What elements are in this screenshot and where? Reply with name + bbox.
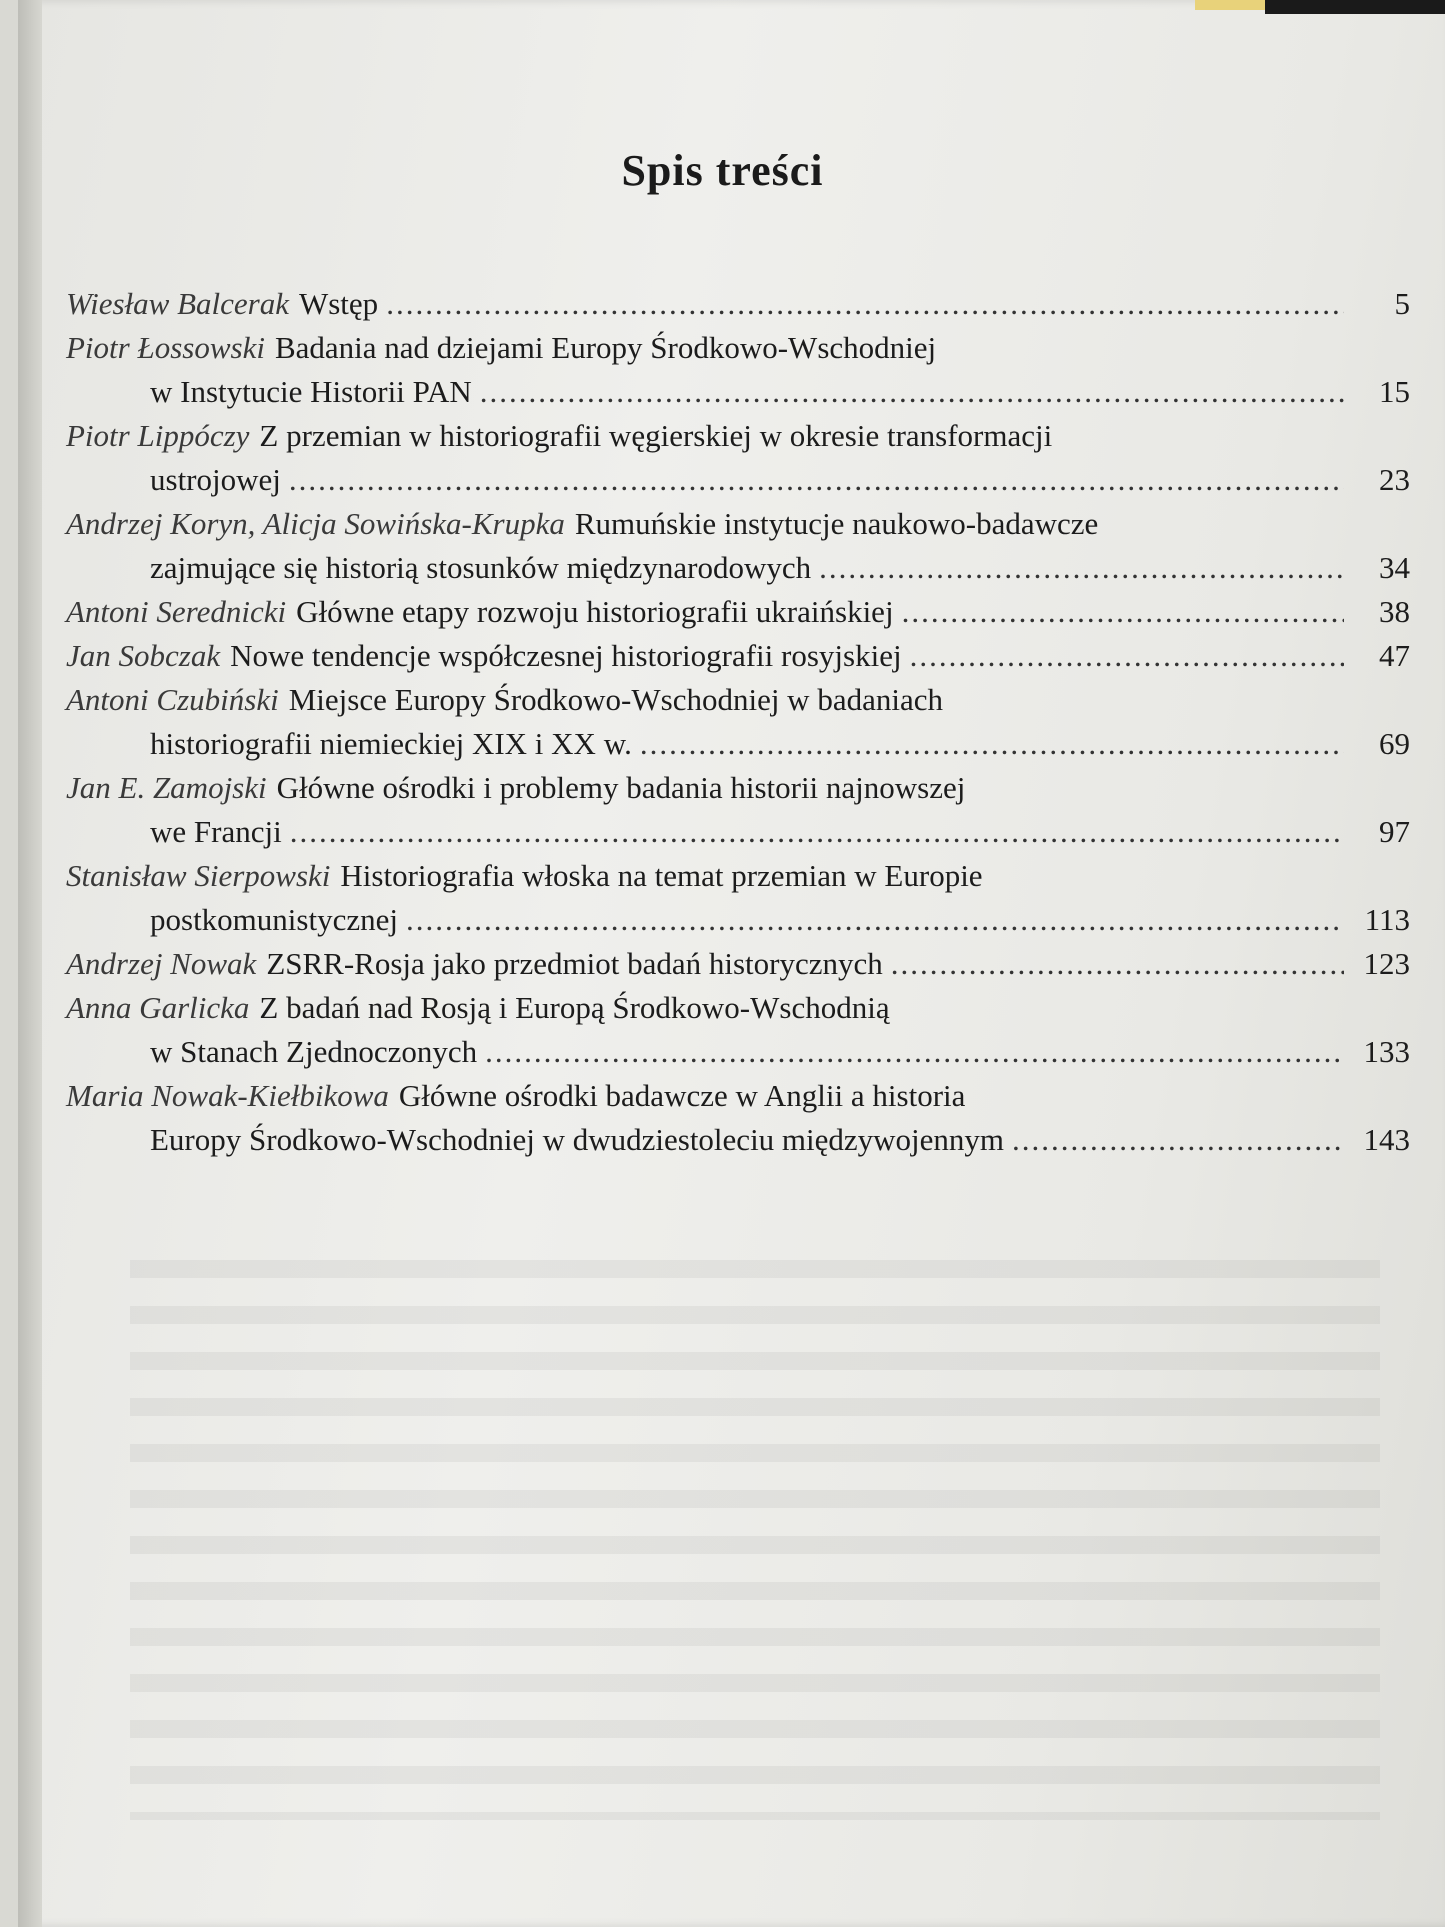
- toc-title-text: we Francji: [150, 814, 282, 849]
- toc-author: Andrzej Nowak: [66, 946, 257, 981]
- toc-entry: [66, 282, 1410, 326]
- toc-entry: [66, 326, 1410, 414]
- toc-entry: [66, 766, 1410, 854]
- toc-title-text: Z badań nad Rosją i Europą Środkowo-Wschodnią: [259, 990, 890, 1025]
- toc-title-text: Badania nad dziejami Europy Środkowo-Wschodniej: [274, 330, 937, 365]
- toc-author: Piotr Lippóczy: [66, 418, 250, 453]
- toc-title-text: Historiografia włoska na temat przemian w Europie: [340, 858, 983, 893]
- toc-title-text: Rumuńskie instytucje naukowo-badawcze: [574, 506, 1099, 541]
- toc-author: Andrzej Koryn, Alicja Sowińska-Krupka: [66, 506, 565, 541]
- toc-entry-line: [66, 1030, 1410, 1074]
- dot-leader: [290, 810, 1344, 854]
- toc-entry-line: [66, 942, 1410, 986]
- toc-entry-line: [66, 854, 1410, 898]
- toc-entry: [66, 502, 1410, 590]
- toc-title-text: Nowe tendencje współczesnej historiografii rosyjskiej: [230, 638, 902, 673]
- toc-entry-line: [66, 766, 1410, 810]
- toc-page-number: 113: [1364, 902, 1410, 937]
- toc-title-text: ustrojowej: [150, 462, 281, 497]
- toc-entry-line: [66, 282, 1410, 326]
- toc-entry: [66, 414, 1410, 502]
- corner-object-yellow: [1195, 0, 1265, 10]
- toc-entry-line: [66, 722, 1410, 766]
- toc-title-text: ZSRR-Rosja jako przedmiot badań historycznych: [266, 946, 883, 981]
- toc-entry-line: [66, 590, 1410, 634]
- toc-entry: [66, 942, 1410, 986]
- toc-entry-line: [66, 326, 1410, 370]
- toc-entry-line: [66, 1118, 1410, 1162]
- toc-page-number: 38: [1379, 594, 1410, 629]
- toc-title-text: Główne ośrodki badawcze w Anglii a historia: [398, 1078, 966, 1113]
- toc-entry-line: [66, 370, 1410, 414]
- table-of-contents: [66, 282, 1410, 1162]
- toc-title-text: zajmujące się historią stosunków międzynarodowych: [150, 550, 812, 585]
- toc-entry-line: [66, 986, 1410, 1030]
- toc-entry-line: [66, 810, 1410, 854]
- toc-title-text: Europy Środkowo-Wschodniej w dwudziestoleciu międzywojennym: [150, 1122, 1005, 1157]
- toc-entry: [66, 854, 1410, 942]
- dot-leader: [406, 898, 1344, 942]
- bleed-through-text: [130, 1260, 1380, 1820]
- toc-author: Piotr Łossowski: [66, 330, 265, 365]
- toc-title-text: historiografii niemieckiej XIX i XX w.: [150, 726, 632, 761]
- toc-entry-line: [66, 634, 1410, 678]
- corner-object-dark: [1265, 0, 1445, 14]
- dot-leader: [1012, 1118, 1344, 1162]
- toc-author: Antoni Czubiński: [66, 682, 279, 717]
- toc-page-number: 15: [1379, 374, 1410, 409]
- toc-page-number: 69: [1379, 726, 1410, 761]
- toc-entry-line: [66, 898, 1410, 942]
- toc-entry-line: [66, 414, 1410, 458]
- dot-leader: [485, 1030, 1344, 1074]
- toc-page-number: 34: [1379, 550, 1410, 585]
- toc-author: Jan E. Zamojski: [66, 770, 267, 805]
- toc-entry-line: [66, 546, 1410, 590]
- toc-title-text: w Stanach Zjednoczonych: [150, 1034, 478, 1069]
- toc-page-number: 143: [1363, 1122, 1410, 1157]
- dot-leader: [640, 722, 1344, 766]
- dot-leader: [386, 282, 1344, 326]
- toc-page-number: 97: [1379, 814, 1410, 849]
- dot-leader: [819, 546, 1344, 590]
- toc-entry: [66, 590, 1410, 634]
- toc-title-text: Główne ośrodki i problemy badania historii najnowszej: [276, 770, 966, 805]
- toc-author: Stanisław Sierpowski: [66, 858, 331, 893]
- toc-author: Maria Nowak-Kiełbikowa: [66, 1078, 389, 1113]
- spine-shadow: [18, 0, 42, 1927]
- page-title: Spis treści: [621, 146, 824, 195]
- dot-leader: [480, 370, 1344, 414]
- toc-entry-line: [66, 458, 1410, 502]
- toc-entry: [66, 1074, 1410, 1162]
- toc-entry: [66, 986, 1410, 1074]
- toc-entry-line: [66, 678, 1410, 722]
- dot-leader: [910, 634, 1344, 678]
- toc-title-text: postkomunistycznej: [150, 902, 398, 937]
- toc-entry: [66, 634, 1410, 678]
- toc-page-number: 123: [1363, 946, 1410, 981]
- toc-page-number: 23: [1379, 462, 1410, 497]
- toc-page-number: 133: [1363, 1034, 1410, 1069]
- dot-leader: [891, 942, 1344, 986]
- toc-page-number: 47: [1379, 638, 1410, 673]
- toc-title-text: Wstęp: [298, 286, 379, 321]
- toc-author: Anna Garlicka: [66, 990, 250, 1025]
- toc-title-text: w Instytucie Historii PAN: [150, 374, 472, 409]
- toc-page-number: 5: [1394, 286, 1410, 321]
- toc-entry-line: [66, 1074, 1410, 1118]
- dot-leader: [902, 590, 1344, 634]
- toc-author: Antoni Serednicki: [66, 594, 287, 629]
- toc-title-text: Miejsce Europy Środkowo-Wschodniej w badaniach: [288, 682, 943, 717]
- toc-entry: [66, 678, 1410, 766]
- toc-author: Jan Sobczak: [66, 638, 221, 673]
- toc-entry-line: [66, 502, 1410, 546]
- toc-author: Wiesław Balcerak: [66, 286, 289, 321]
- dot-leader: [289, 458, 1344, 502]
- toc-title-text: Główne etapy rozwoju historiografii ukraińskiej: [296, 594, 894, 629]
- toc-title-text: Z przemian w historiografii węgierskiej w okresie transformacji: [259, 418, 1053, 453]
